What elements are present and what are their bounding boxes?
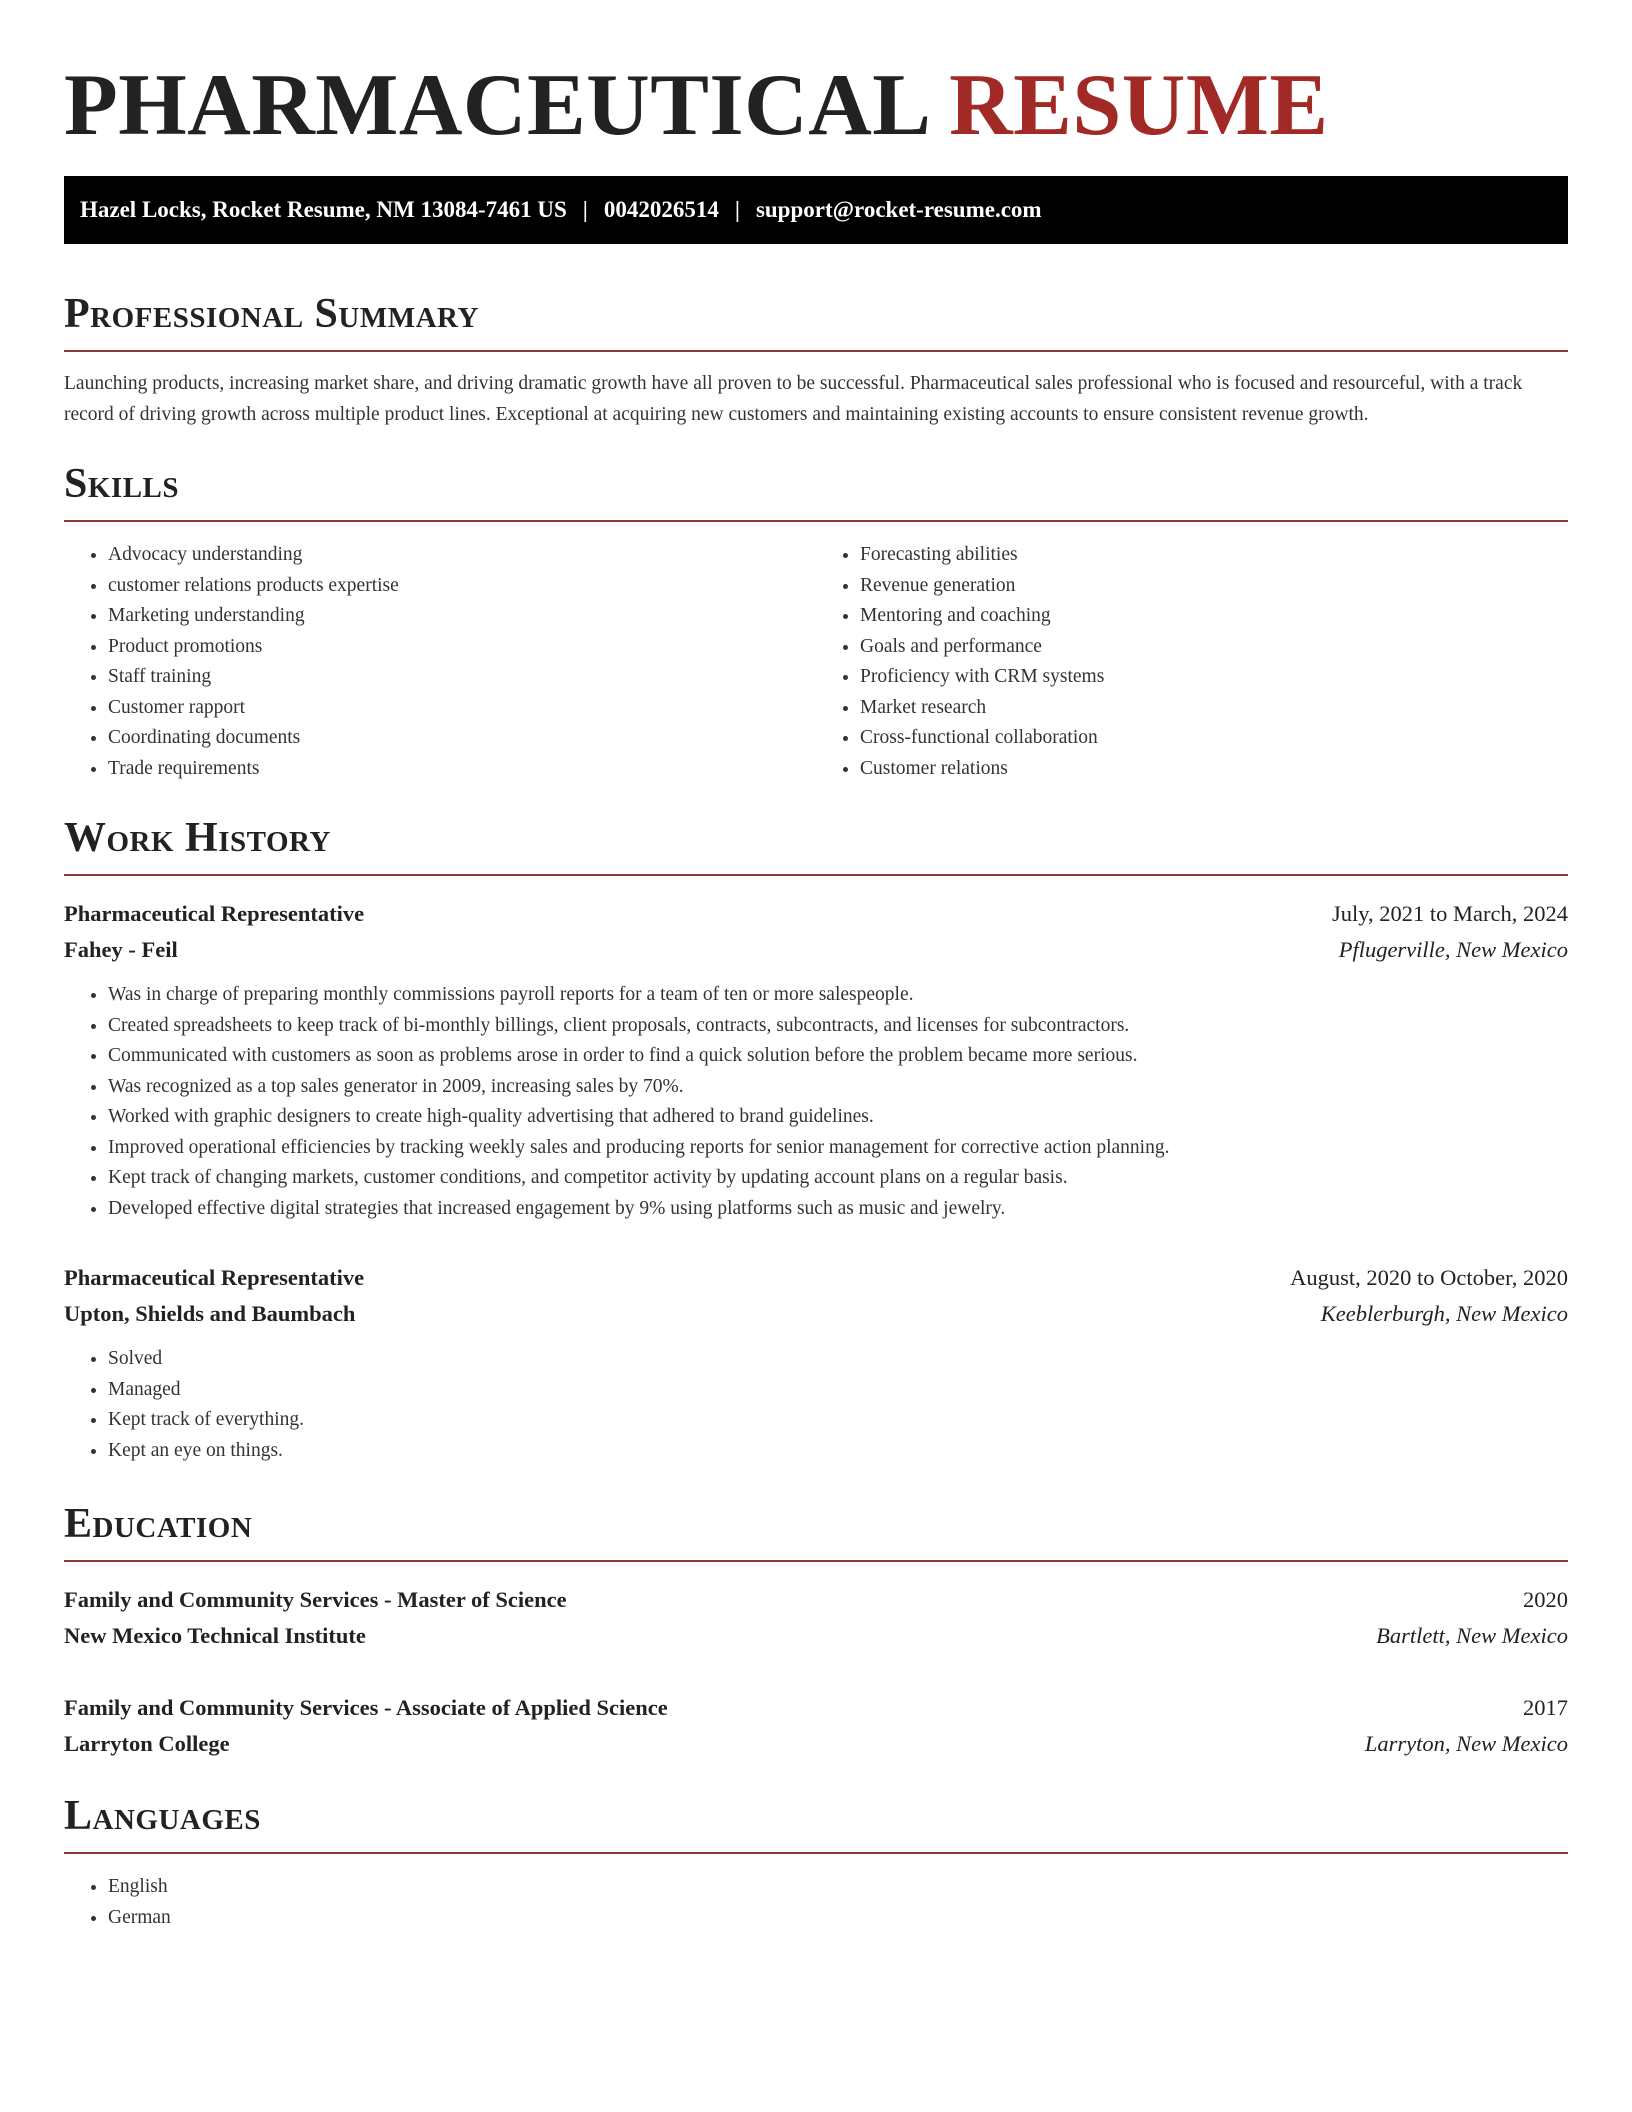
skills-columns: [64, 540, 1568, 784]
job-bullet: • Communicated with customers as soon as problems arose in order to find a quick solution before the problem became more serious.: [108, 1041, 1568, 1072]
skills-left-list: [64, 540, 816, 784]
skill-item: • customer relations products expertise: [108, 571, 816, 602]
job-bullet: • Developed effective digital strategies that increased engagement by 9% using platforms such as music and jewelry.: [108, 1194, 1568, 1225]
skill-item: • Product promotions: [108, 632, 816, 663]
job-company-row: [64, 932, 1568, 968]
job-bullet: • Was recognized as a top sales generator in 2009, increasing sales by 70%.: [108, 1072, 1568, 1103]
job-entry: [64, 1260, 1568, 1466]
job-bullet: • Solved: [108, 1344, 1568, 1375]
school-location: Bartlett, New Mexico: [1376, 1623, 1568, 1648]
job-title-row: [64, 1260, 1568, 1296]
contact-address: Hazel Locks, Rocket Resume, NM 13084-7461 US: [80, 197, 567, 222]
title-part-2: RESUME: [949, 57, 1329, 154]
job-bullets: [64, 1344, 1568, 1466]
graduation-year: 2020: [1523, 1587, 1568, 1612]
job-location: Keeblerburgh, New Mexico: [1320, 1301, 1568, 1326]
section-divider: [64, 874, 1568, 876]
education-entry: [64, 1582, 1568, 1654]
resume-title: [64, 56, 1568, 156]
job-bullet: • Kept track of changing markets, customer conditions, and competitor activity by updating account plans on a regular basis.: [108, 1163, 1568, 1194]
contact-email: support@rocket-resume.com: [755, 197, 1042, 222]
job-bullet: • Managed: [108, 1375, 1568, 1406]
skill-item: • Customer relations: [860, 754, 1568, 785]
skill-item: • Mentoring and coaching: [860, 601, 1568, 632]
skill-item: • Market research: [860, 693, 1568, 724]
job-bullet: • Kept track of everything.: [108, 1405, 1568, 1436]
section-divider: [64, 1852, 1568, 1854]
job-bullet: • Was in charge of preparing monthly commissions payroll reports for a team of ten or more salespeople.: [108, 980, 1568, 1011]
language-item: • German: [108, 1903, 1568, 1934]
graduation-year: 2017: [1523, 1695, 1568, 1720]
contact-separator: |: [582, 197, 588, 222]
school-location: Larryton, New Mexico: [1364, 1731, 1568, 1756]
education-section: [64, 1500, 1568, 1762]
skill-item: • Customer rapport: [108, 693, 816, 724]
job-title: Pharmaceutical Representative: [64, 901, 365, 926]
summary-section: [64, 290, 1568, 430]
contact-separator: |: [734, 197, 740, 222]
languages-list: [64, 1872, 1568, 1933]
skill-item: • Proficiency with CRM systems: [860, 662, 1568, 693]
title-part-1: PHARMACEUTICAL: [64, 57, 927, 154]
job-dates: July, 2021 to March, 2024: [1331, 901, 1568, 926]
skills-right-list: [816, 540, 1568, 784]
job-title: Pharmaceutical Representative: [64, 1265, 365, 1290]
work-section: [64, 814, 1568, 1466]
degree-row: [64, 1690, 1568, 1726]
degree: Family and Community Services - Associate of Applied Science: [64, 1695, 668, 1720]
job-bullets: [64, 980, 1568, 1224]
contact-phone: 0042026514: [603, 197, 719, 222]
education-heading: Education: [64, 1501, 253, 1547]
job-bullet: • Created spreadsheets to keep track of bi-monthly billings, client proposals, contracts, subcontracts, and licenses for subcontractors.: [108, 1011, 1568, 1042]
languages-heading: Languages: [64, 1793, 261, 1839]
section-divider: [64, 1560, 1568, 1562]
job-company: Fahey - Feil: [64, 937, 178, 962]
skill-item: • Forecasting abilities: [860, 540, 1568, 571]
languages-section: [64, 1792, 1568, 1933]
skills-section: [64, 460, 1568, 784]
section-divider: [64, 350, 1568, 352]
skills-heading: Skills: [64, 461, 180, 507]
job-bullet: • Improved operational efficiencies by tracking weekly sales and producing reports for senior management for corrective action planning.: [108, 1133, 1568, 1164]
skill-item: • Advocacy understanding: [108, 540, 816, 571]
school-row: [64, 1726, 1568, 1762]
job-location: Pflugerville, New Mexico: [1338, 937, 1568, 962]
job-entry: [64, 896, 1568, 1224]
work-heading: Work History: [64, 815, 331, 861]
section-divider: [64, 520, 1568, 522]
skill-item: • Marketing understanding: [108, 601, 816, 632]
education-entry: [64, 1690, 1568, 1762]
job-dates: August, 2020 to October, 2020: [1290, 1265, 1568, 1290]
job-bullet: • Worked with graphic designers to create high-quality advertising that adhered to brand guidelines.: [108, 1102, 1568, 1133]
summary-heading: Professional Summary: [64, 291, 479, 337]
job-bullet: • Kept an eye on things.: [108, 1436, 1568, 1467]
skill-item: • Staff training: [108, 662, 816, 693]
job-title-row: [64, 896, 1568, 932]
school: Larryton College: [64, 1731, 230, 1756]
skill-item: • Coordinating documents: [108, 723, 816, 754]
skill-item: • Cross-functional collaboration: [860, 723, 1568, 754]
job-company: Upton, Shields and Baumbach: [64, 1301, 356, 1326]
job-company-row: [64, 1296, 1568, 1332]
skill-item: • Trade requirements: [108, 754, 816, 785]
degree: Family and Community Services - Master of Science: [64, 1587, 567, 1612]
skill-item: • Revenue generation: [860, 571, 1568, 602]
school-row: [64, 1618, 1568, 1654]
summary-text: Launching products, increasing market share, and driving dramatic growth have all proven to be successful. Pharmaceutical sales professional who is focused and resourceful, with a track record of driving growth across multiple product lines. Exceptional at acquiring new customers and maintaining existing accounts to ensure consistent revenue growth.: [64, 373, 1523, 425]
school: New Mexico Technical Institute: [64, 1623, 366, 1648]
degree-row: [64, 1582, 1568, 1618]
skill-item: • Goals and performance: [860, 632, 1568, 663]
language-item: • English: [108, 1872, 1568, 1903]
contact-bar: [64, 176, 1568, 244]
